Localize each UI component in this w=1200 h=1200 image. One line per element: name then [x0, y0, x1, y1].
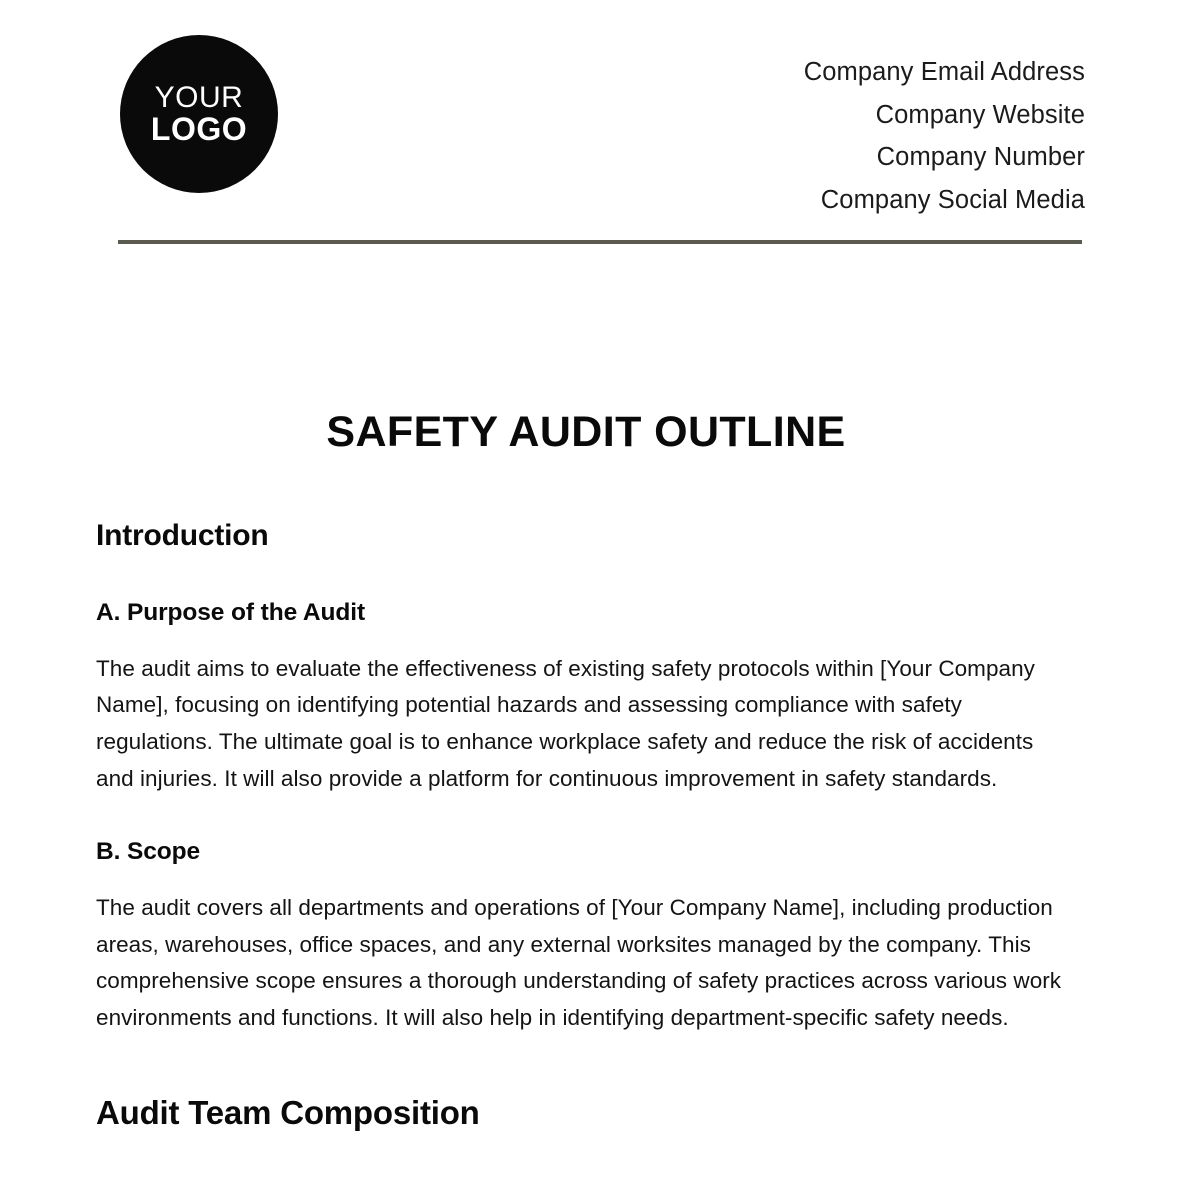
section-heading-introduction: Introduction [96, 519, 269, 553]
subsection-body-purpose-of-the-audit: The audit aims to evaluate the effectiveness of existing safety protocols within [Your Company Name], focusing on identifying potential hazards and assessing compliance with safety regulations. The ultimate goal is to enhance workplace safety and reduce the risk of accidents and injuries. It will also provide a platform for continuous improvement in safety standards. [96, 655, 1035, 791]
page-title: SAFETY AUDIT OUTLINE [326, 408, 846, 456]
contact-email-address: Company Email Address [803, 58, 1085, 86]
contact-social-media: Company Social Media [820, 185, 1085, 214]
company-logo [120, 35, 278, 193]
section-heading-audit-team-composition: Audit Team Composition [96, 1093, 480, 1131]
contact-website: Company Website [875, 100, 1085, 129]
document-header [96, 35, 1085, 214]
subsection-heading-scope: B. Scope [96, 838, 201, 866]
company-contact-block [804, 35, 1085, 221]
contact-number: Company Number [876, 143, 1085, 172]
subsection-heading-purpose-of-the-audit: A. Purpose of the Audit [96, 599, 366, 627]
header-divider-rule [118, 240, 1082, 244]
document-body [96, 408, 1076, 1132]
logo-text-logo: LOGO [150, 110, 248, 147]
logo-text-your: YOUR [154, 80, 244, 114]
subsection-body-scope: The audit covers all departments and operations of [Your Company Name], including production areas, warehouses, office spaces, and any external worksites managed by the company. This comprehensive scope ensures a thorough understanding of safety practices across various work environments and functions. It will also help in identifying department-specific safety needs. [96, 895, 1062, 1031]
